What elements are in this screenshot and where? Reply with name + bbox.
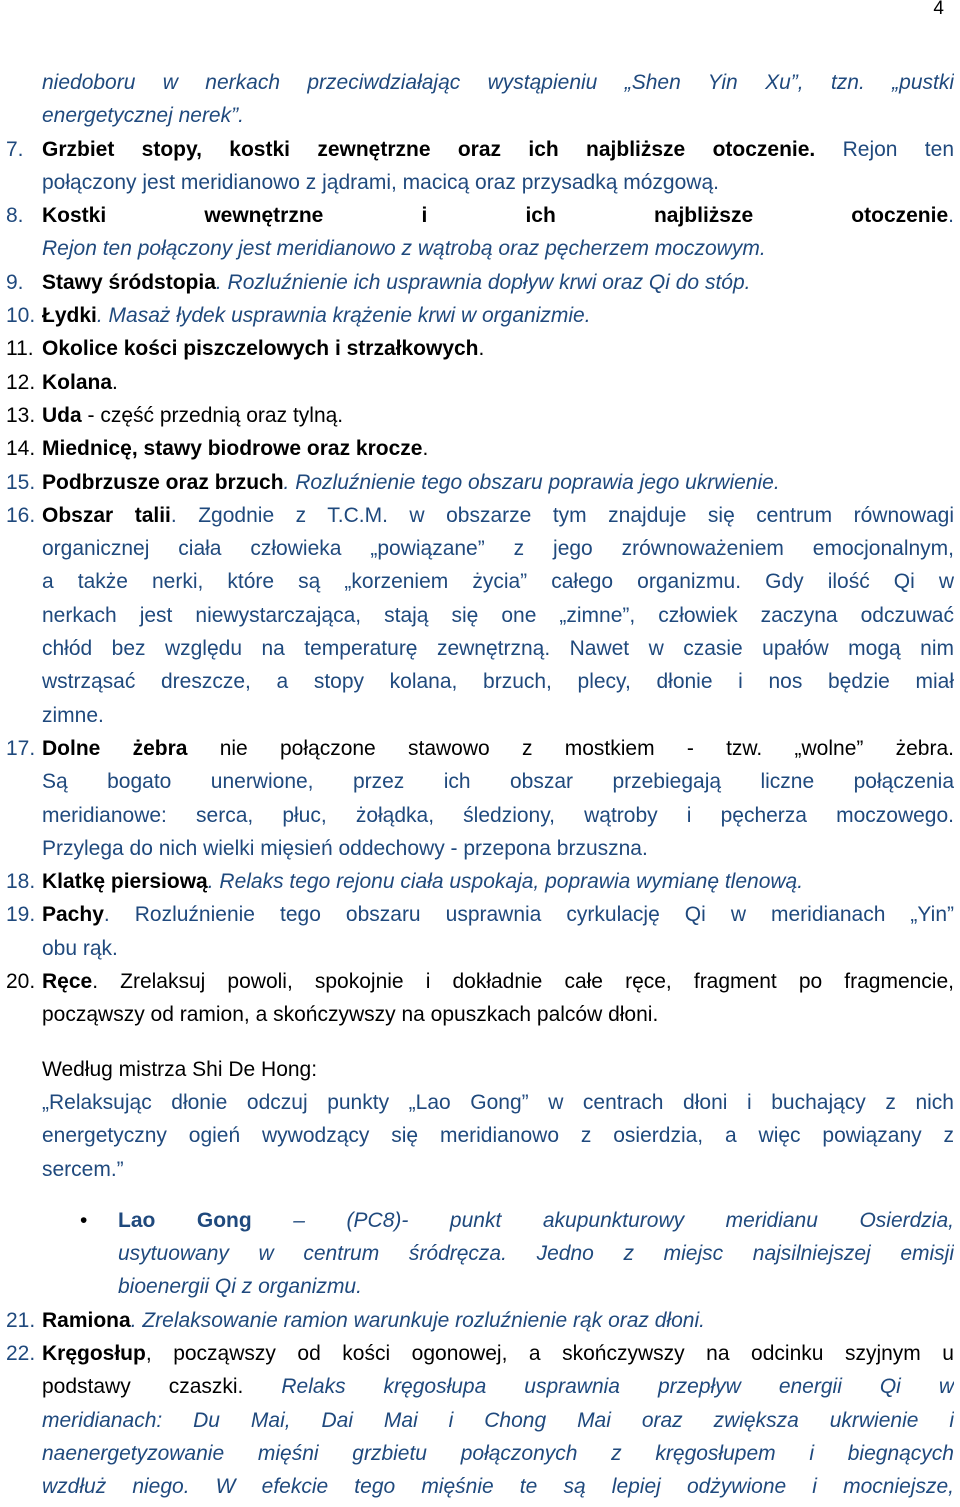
bullet-icon: • [80,1208,88,1232]
item-heading: Ramiona [42,1308,131,1332]
text-line [0,166,960,199]
item-heading: Grzbiet stopy, kostki zewnętrzne oraz ich najbliższe otoczenie. [42,137,816,161]
text-segment: Relaks kręgosłupa usprawnia przepływ energii Qi w [243,1375,954,1399]
list-number: 18. [6,870,36,894]
item-heading: Obszar talii [42,503,171,527]
list-number: 15. [6,470,36,494]
quote-text: energetyczny ogień wywodzący się meridianowo z osierdzia, a więc powiązany z [42,1124,954,1148]
list-item-text [42,299,954,332]
paragraph-text: meridianach: Du Mai, Dai Mai i Chong Mai oraz zwiększa ukrwienie i [42,1408,954,1432]
item-heading: Łydki [42,304,97,328]
text-line [0,1237,960,1270]
item-description: nie połączone stawowo z mostkiem - tzw. „wolne” żebra. [187,736,954,760]
list-item-13 [0,399,960,432]
item-heading: Klatkę piersiową [42,870,208,894]
item-heading: Kręgosłup [42,1341,146,1365]
item-punctuation: . [478,337,485,361]
paragraph-text: organicznej ciała człowieka „powiązane” z jego zrównoważeniem emocjonalnym, [42,537,954,561]
paragraph-text: Rejon ten połączony jest meridianowo z wątrobą oraz pęcherzem moczowym. [42,237,766,261]
paragraph-text: Są bogato unerwione, przez ich obszar przebiegają liczne połączenia [42,770,954,794]
item-heading: Miednicę, stawy biodrowe oraz krocze [42,437,423,461]
item-description: . Relaks tego rejonu ciała uspokaja, poprawia wymianę tlenową. [207,870,804,894]
list-number: 10. [6,304,36,328]
text-line [0,765,960,798]
item-description: . Rozluźnienie tego obszaru usprawnia cyrkulację Qi w meridianach „Yin” [103,903,954,927]
quote-text: sercem.” [42,1157,124,1181]
list-number: 11. [6,337,34,361]
list-item-text [42,266,954,299]
text-line [0,599,960,632]
list-item-text [42,732,954,765]
item-heading: Pachy [42,903,104,927]
item-heading: Dolne żebra [42,736,188,760]
paragraph-text: meridianowe: serca, płuc, żołądka, śledziony, wątroby i pęcherza moczowego. [42,803,954,827]
text-line [0,932,960,965]
item-description: . Masaż łydek usprawnia krążenie krwi w organizmie. [96,304,591,328]
list-number: 20. [6,970,36,994]
item-description: Rejon ten [815,137,954,161]
item-heading: Lao Gong [118,1208,252,1232]
list-item-20 [0,965,960,998]
text-line [0,1404,960,1437]
list-item-21 [0,1304,960,1337]
list-item-text [42,432,954,465]
paragraph-text: chłód bez względu na temperaturę zewnętrzną. Nawet w czasie upałów mogą nim [42,637,954,661]
list-number: 19. [6,903,36,927]
item-heading: Podbrzusze oraz brzuch [42,470,284,494]
list-item-text [42,332,954,365]
spacer [0,1186,960,1204]
paragraph-text: niedoboru w nerkach przeciwdziałając wystąpieniu „Shen Yin Xu”, tzn. „pustki [42,71,954,94]
text-line [0,998,960,1031]
bullet-item [0,1204,960,1237]
text-line [0,66,960,99]
item-punctuation: . [948,204,954,228]
paragraph-text: nerkach jest niewystarczająca, stają się one „zimne”, człowiek zaczyna odczuwać [42,603,954,627]
paragraph-text: zimne. [42,703,104,727]
item-description: , począwszy od kości ogonowej, a skończywszy na odcinku szyjnym u [145,1341,954,1365]
list-number: 17. [6,736,36,760]
paragraph-text: Przylega do nich wielki mięsień oddechowy - przepona brzuszna. [42,836,648,860]
list-item-text [42,499,954,532]
item-description: . Zrelaksuj powoli, spokojnie i dokładnie całe ręce, fragment po fragmencie, [92,970,954,994]
list-item-22 [0,1337,960,1370]
list-item-12 [0,366,960,399]
list-number: 7. [6,137,24,161]
item-heading: Uda [42,403,82,427]
text-line [0,232,960,265]
item-heading: Kostki wewnętrzne i ich najbliższe otoczenie [42,204,949,228]
list-number: 21. [6,1308,36,1332]
list-item-text [42,366,954,399]
quote-line [0,1119,960,1152]
text-line [0,565,960,598]
quote-text: „Relaksując dłonie odczuj punkty „Lao Gong” w centrach dłoni i buchający z nich [42,1090,954,1114]
paragraph-text [42,1370,954,1403]
list-item-15 [0,466,960,499]
list-item-9 [0,266,960,299]
list-item-18 [0,865,960,898]
text-line [0,632,960,665]
text-segment: podstawy czaszki. [42,1375,244,1399]
item-punctuation: . [112,370,118,394]
text-line [0,99,960,132]
list-item-text [42,133,954,166]
text-line [0,832,960,865]
paragraph-text: połączony jest meridianowo z jądrami, macicą oraz przysadką mózgową. [42,170,719,194]
document-body [0,66,960,1503]
text-line [0,1470,960,1503]
paragraph-text: Według mistrza Shi De Hong: [42,1057,318,1081]
list-number: 16. [6,503,36,527]
text-line [0,1370,960,1403]
quote-line [0,1086,960,1119]
list-number: 9. [6,270,24,294]
list-item-text [42,399,954,432]
spacer [0,1032,960,1053]
item-heading: Ręce [42,970,93,994]
list-number: 12. [6,370,36,394]
item-description: . Rozluźnienie tego obszaru poprawia jego ukrwienie. [283,470,780,494]
list-item-17 [0,732,960,765]
quote-line [0,1153,960,1186]
list-item-11 [0,332,960,365]
list-number: 8. [6,204,24,228]
list-number: 22. [6,1341,36,1365]
text-line [0,665,960,698]
item-heading: Kolana [42,370,113,394]
paragraph-text: a także nerki, które są „korzeniem życia” całego organizmu. Gdy ilość Qi w [42,570,954,594]
paragraph-text: bioenergii Qi z organizmu. [118,1275,362,1299]
item-description: - część przednią oraz tylną. [81,403,344,427]
item-description: . Rozluźnienie ich usprawnia dopływ krwi oraz Qi do stóp. [215,270,751,294]
list-item-text [42,199,954,232]
list-item-text [42,1304,954,1337]
paragraph-text: obu rąk. [42,936,118,960]
item-description: . Zgodnie z T.C.M. w obszarze tym znajduje się centrum równowagi [170,503,954,527]
item-description: . Zrelaksowanie ramion warunkuje rozluźnienie rąk oraz dłoni. [130,1308,705,1332]
text-line [0,699,960,732]
list-number: 13. [6,403,36,427]
paragraph-text: wstrząsać dreszcze, a stopy kolana, brzuch, plecy, dłonie i nos będzie miał [42,670,954,694]
list-item-14 [0,432,960,465]
list-item-text [42,1337,954,1370]
text-line [0,532,960,565]
paragraph-text: wzdłuż niego. W efekcie tego mięśnie te są lepiej odżywione i mocniejsze, [42,1475,954,1499]
paragraph-text: naenergetyzowanie mięśni grzbietu połączonych z kręgosłupem i biegnących [42,1441,954,1465]
list-number: 14. [6,437,36,461]
list-item-text [42,965,954,998]
list-item-8 [0,199,960,232]
page-number: 4 [933,0,944,19]
list-item-text [42,898,954,931]
list-item-10 [0,299,960,332]
list-item-text [42,466,954,499]
paragraph-text: energetycznej nerek”. [42,104,244,128]
paragraph-text: usytuowany w centrum śródręcza. Jedno z miejsc najsilniejszej emisji [118,1242,954,1266]
list-item-7 [0,133,960,166]
item-heading: Stawy śródstopia [42,270,216,294]
item-description: – (PC8)- punkt akupunkturowy meridianu Osierdzia, [251,1208,954,1232]
list-item-16 [0,499,960,532]
paragraph-text: począwszy od ramion, a skończywszy na opuszkach palców dłoni. [42,1003,659,1027]
item-punctuation: . [422,437,429,461]
text-line [0,1437,960,1470]
list-item-text [42,865,954,898]
bullet-text [118,1204,954,1237]
quote-attribution [0,1053,960,1086]
item-heading: Okolice kości piszczelowych i strzałkowych [42,337,479,361]
text-line [0,799,960,832]
text-line [0,1270,960,1303]
list-item-19 [0,898,960,931]
